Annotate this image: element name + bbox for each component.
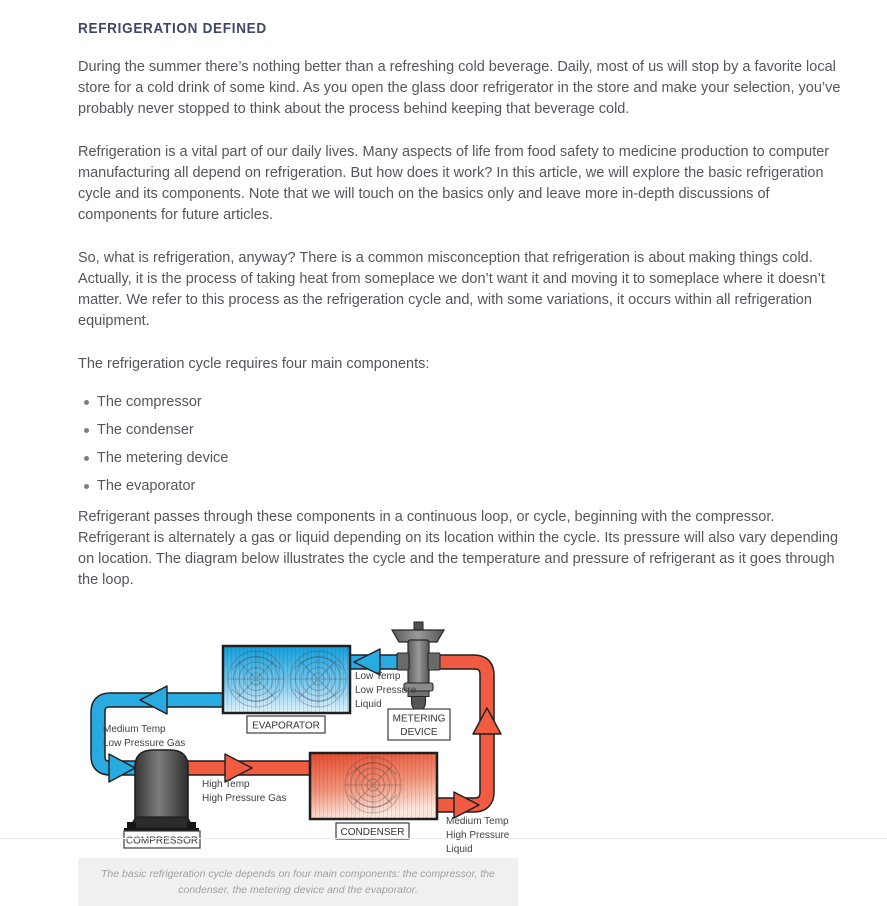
condenser-label: CONDENSER bbox=[340, 827, 405, 838]
compressor-unit bbox=[124, 750, 199, 834]
cycle-paragraph: Refrigerant passes through these components in a continuous loop, or cycle, beginning with the compressor. Refrigerant is alternately a gas or liquid depending on its location within the cycle. Its pressure will also vary depending on location. The diagram below illustrates the cycle and the temperature and pressure of refrigerant as it goes through the loop. bbox=[78, 509, 839, 588]
evaporator-label: EVAPORATOR bbox=[252, 720, 320, 732]
condenser-fan-icon bbox=[345, 757, 401, 813]
medium-temp-high-pressure-label-line2: High Pressure bbox=[446, 830, 510, 841]
arrow-right-into-compressor bbox=[109, 754, 135, 782]
evaporator-fan-icon bbox=[228, 651, 284, 707]
evaporator-unit bbox=[223, 646, 350, 713]
list-item-evaporator bbox=[84, 476, 845, 497]
low-temp-low-pressure-label-line2: Low Pressure bbox=[355, 685, 417, 696]
high-temp-high-pressure-label-line2: High Pressure Gas bbox=[202, 793, 287, 804]
page-title: REFRIGERATION DEFINED bbox=[78, 20, 267, 37]
definition-paragraph: So, what is refrigeration, anyway? There is a common misconception that refrigeration is about making things cold. Actually, it is the process of taking heat from someplace we don’t want it and moving it to someplace where it doesn’t matter. We refer to this process as the refrigeration cycle and, with some variations, it occurs within all refrigeration equipment. bbox=[78, 250, 825, 329]
arrow-up-liquid-line bbox=[473, 708, 501, 734]
metering-device-label-line1: METERING bbox=[392, 713, 446, 725]
condenser-unit bbox=[310, 753, 437, 819]
arrow-right-into-condenser bbox=[225, 754, 252, 782]
refrigeration-cycle-figure bbox=[78, 613, 518, 856]
medium-temp-low-pressure-label-line1: Medium Temp bbox=[103, 724, 166, 735]
list-item-condenser bbox=[84, 420, 845, 441]
medium-temp-low-pressure-label-line2: Low Pressure Gas bbox=[103, 738, 186, 749]
diagram-caption: The basic refrigeration cycle depends on four main components: the compressor, the condenser, the metering device and the evaporator. bbox=[78, 858, 518, 906]
low-temp-low-pressure-label-line1: Low Temp bbox=[355, 671, 401, 682]
list-item-label: The compressor bbox=[97, 394, 202, 410]
low-temp-low-pressure-label-line3: Liquid bbox=[355, 699, 382, 710]
importance-paragraph: Refrigeration is a vital part of our daily lives. Many aspects of life from food safety to medicine production to computer manufacturing all depend on refrigeration. But how does it work? In this article, we will explore the basic refrigeration cycle and its components. Note that we will touch on the basics only and leave more in-depth discussions of components for future articles. bbox=[78, 144, 830, 223]
intro-paragraph: During the summer there’s nothing better than a refreshing cold beverage. Daily, most of us will stop by a favorite local store for a cold drink of some kind. As you open the glass door refrigerator in the store and make your selection, you’ve probably never stopped to think about the process behind keeping that beverage cold. bbox=[78, 59, 841, 117]
refrigeration-cycle-diagram bbox=[78, 613, 518, 906]
compressor-label: COMPRESSOR bbox=[125, 835, 199, 847]
page-bottom-divider bbox=[0, 838, 887, 839]
medium-temp-high-pressure-label-line1: Medium Temp bbox=[446, 816, 509, 827]
list-item-compressor bbox=[84, 392, 845, 413]
metering-device-label-line2: DEVICE bbox=[400, 727, 438, 738]
metering-device-valve bbox=[392, 622, 444, 710]
high-temp-high-pressure-label-line1: High Temp bbox=[202, 779, 250, 790]
list-item-label: The condenser bbox=[97, 422, 194, 438]
list-item-metering-device bbox=[84, 448, 845, 469]
components-list bbox=[78, 392, 845, 497]
components-list-intro: The refrigeration cycle requires four main components: bbox=[78, 356, 430, 372]
medium-temp-high-pressure-label-line3: Liquid bbox=[446, 844, 473, 855]
list-item-label: The metering device bbox=[97, 450, 229, 466]
arrow-right-condenser-out bbox=[454, 792, 479, 818]
evaporator-fan-icon bbox=[290, 651, 346, 707]
list-item-label: The evaporator bbox=[97, 478, 196, 494]
arrow-left-evaporator-out bbox=[140, 686, 167, 714]
